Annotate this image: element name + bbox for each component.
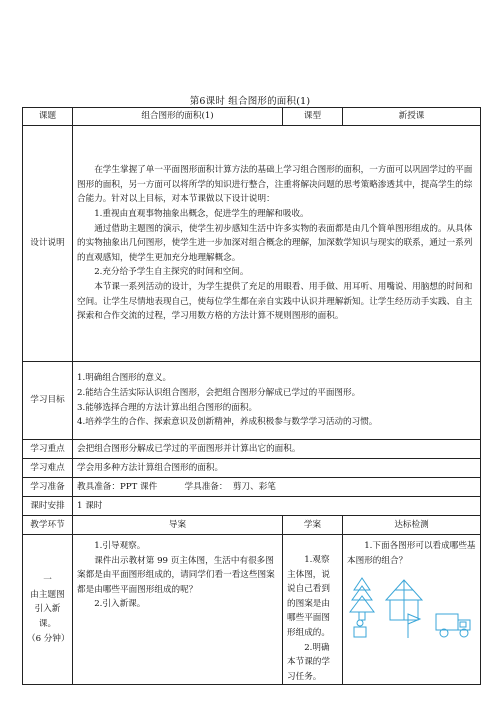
key-point-row <box>23 440 481 459</box>
study-step: 2.明确本节课的学习任务。 <box>287 642 330 682</box>
study-step: 1.观察主体图，说说自己看到的图案是由哪些平面图形组成的。 <box>287 555 330 638</box>
stage-column-header: 教学环节 <box>23 516 73 535</box>
difficulty-row <box>23 459 481 478</box>
design-paragraph: 本节课一系列活动的设计，为学生提供了充足的用眼看、用手做、用耳听、用嘴说、用脑想的时间和空间。让学生尽情地表现自己，使每位学生都在亲自实践中认识并理解新知。让学生经历动手实践、自主探索和合作交流的过程，学习用数方格的方法计算不规则图形的面积。 <box>77 281 473 322</box>
stage-row-1 <box>23 535 481 685</box>
type-value: 新授课 <box>343 108 481 126</box>
composite-shapes-figure <box>348 574 476 640</box>
check-question: 1.下面各图形可以看成哪些基本图形的组合？ <box>347 541 476 566</box>
lesson-plan-table <box>22 107 481 685</box>
goals-label: 学习目标 <box>23 362 73 440</box>
design-paragraph: 通过借助主题图的演示，使学生初步感知生活中许多实物的表面都是由几个简单图形组成的。从具体的实物抽象出几何图形，使学生进一步加深对组合概念的理解，加深数学知识与现实的联系，通过一系列的直观感知，使学生更加充分地理解概念。 <box>77 223 473 263</box>
check-column-header: 达标检测 <box>343 516 481 535</box>
truck-shape-icon <box>436 614 470 637</box>
goal-item: 4.培养学生的合作、探索意识及创新精神，养成积极参与数学学习活动的习惯。 <box>77 417 378 428</box>
tree-shape-icon <box>350 578 374 620</box>
schedule-label: 课时安排 <box>23 497 73 516</box>
goal-item: 1.明确组合图形的意义。 <box>77 373 172 384</box>
stage-cell <box>23 535 73 685</box>
guide-step: 2.引入新课。 <box>94 599 146 610</box>
stage-line: 由主题图 <box>30 589 65 600</box>
type-label: 课型 <box>283 108 343 126</box>
stage-line: 引入新课。 <box>34 604 61 629</box>
design-row <box>23 126 481 362</box>
check-cell <box>343 535 481 685</box>
topic-label: 课题 <box>23 108 73 126</box>
prep-label: 学习准备 <box>23 478 73 497</box>
design-paragraph: 在学生掌握了单一平面图形面积计算方法的基础上学习组合图形的面积，一方面可以巩固学过的平面图形的面积，另一方面可以将所学的知识进行整合，注重将解决问题的思考策略渗透其中，提高学生的综合能力。针对以上目标，对本节课做以下设计说明： <box>77 165 473 205</box>
design-paragraph: 2.充分给予学生自主探究的时间和空间。 <box>94 267 249 278</box>
topic-value: 组合图形的面积(1) <box>73 108 283 126</box>
stage-line: 一 <box>43 575 52 586</box>
difficulty-label: 学习难点 <box>23 459 73 478</box>
house-shape-icon <box>386 580 422 620</box>
page-title: 第6课时 组合图形的面积(1) <box>189 96 311 107</box>
design-content <box>73 126 481 362</box>
key-point-label: 学习重点 <box>23 440 73 459</box>
guide-cell <box>73 535 283 685</box>
design-paragraph: 1.重视由直观事物抽象出概念，促进学生的理解和吸收。 <box>94 209 309 220</box>
study-column-header: 学案 <box>283 516 343 535</box>
guide-step: 课件出示教材第 99 页主体图，生活中有很多图案都是由平面图形组成的，请同学们看一看这些图案都是由哪些平面图形组成的呢？ <box>77 555 275 595</box>
prep-value: 教具准备：PPT 课件 学具准备： 剪刀、彩笔 <box>73 478 481 497</box>
design-label: 设计说明 <box>23 126 73 362</box>
columns-header-row <box>23 516 481 535</box>
topic-row <box>23 108 481 126</box>
guide-step: 1.引导观察。 <box>94 541 146 551</box>
difficulty-value: 学会用多种方法计算组合图形的面积。 <box>73 459 481 478</box>
goals-content <box>73 362 481 440</box>
prep-row <box>23 478 481 497</box>
goal-item: 3.能够选择合理的方法计算出组合图形的面积。 <box>77 402 258 413</box>
robot-shape-icon <box>354 620 366 637</box>
guide-column-header: 导案 <box>73 516 283 535</box>
goal-item: 2.能结合生活实际认识组合图形，会把组合图形分解成已学过的平面图形。 <box>77 387 361 398</box>
schedule-row <box>23 497 481 516</box>
key-point-value: 会把组合图形分解成已学过的平面图形并计算出它的面积。 <box>73 440 481 459</box>
study-cell <box>283 535 343 685</box>
schedule-value: 1 课时 <box>73 497 481 516</box>
stage-line: （6 分钟） <box>27 633 70 644</box>
goals-row <box>23 362 481 440</box>
